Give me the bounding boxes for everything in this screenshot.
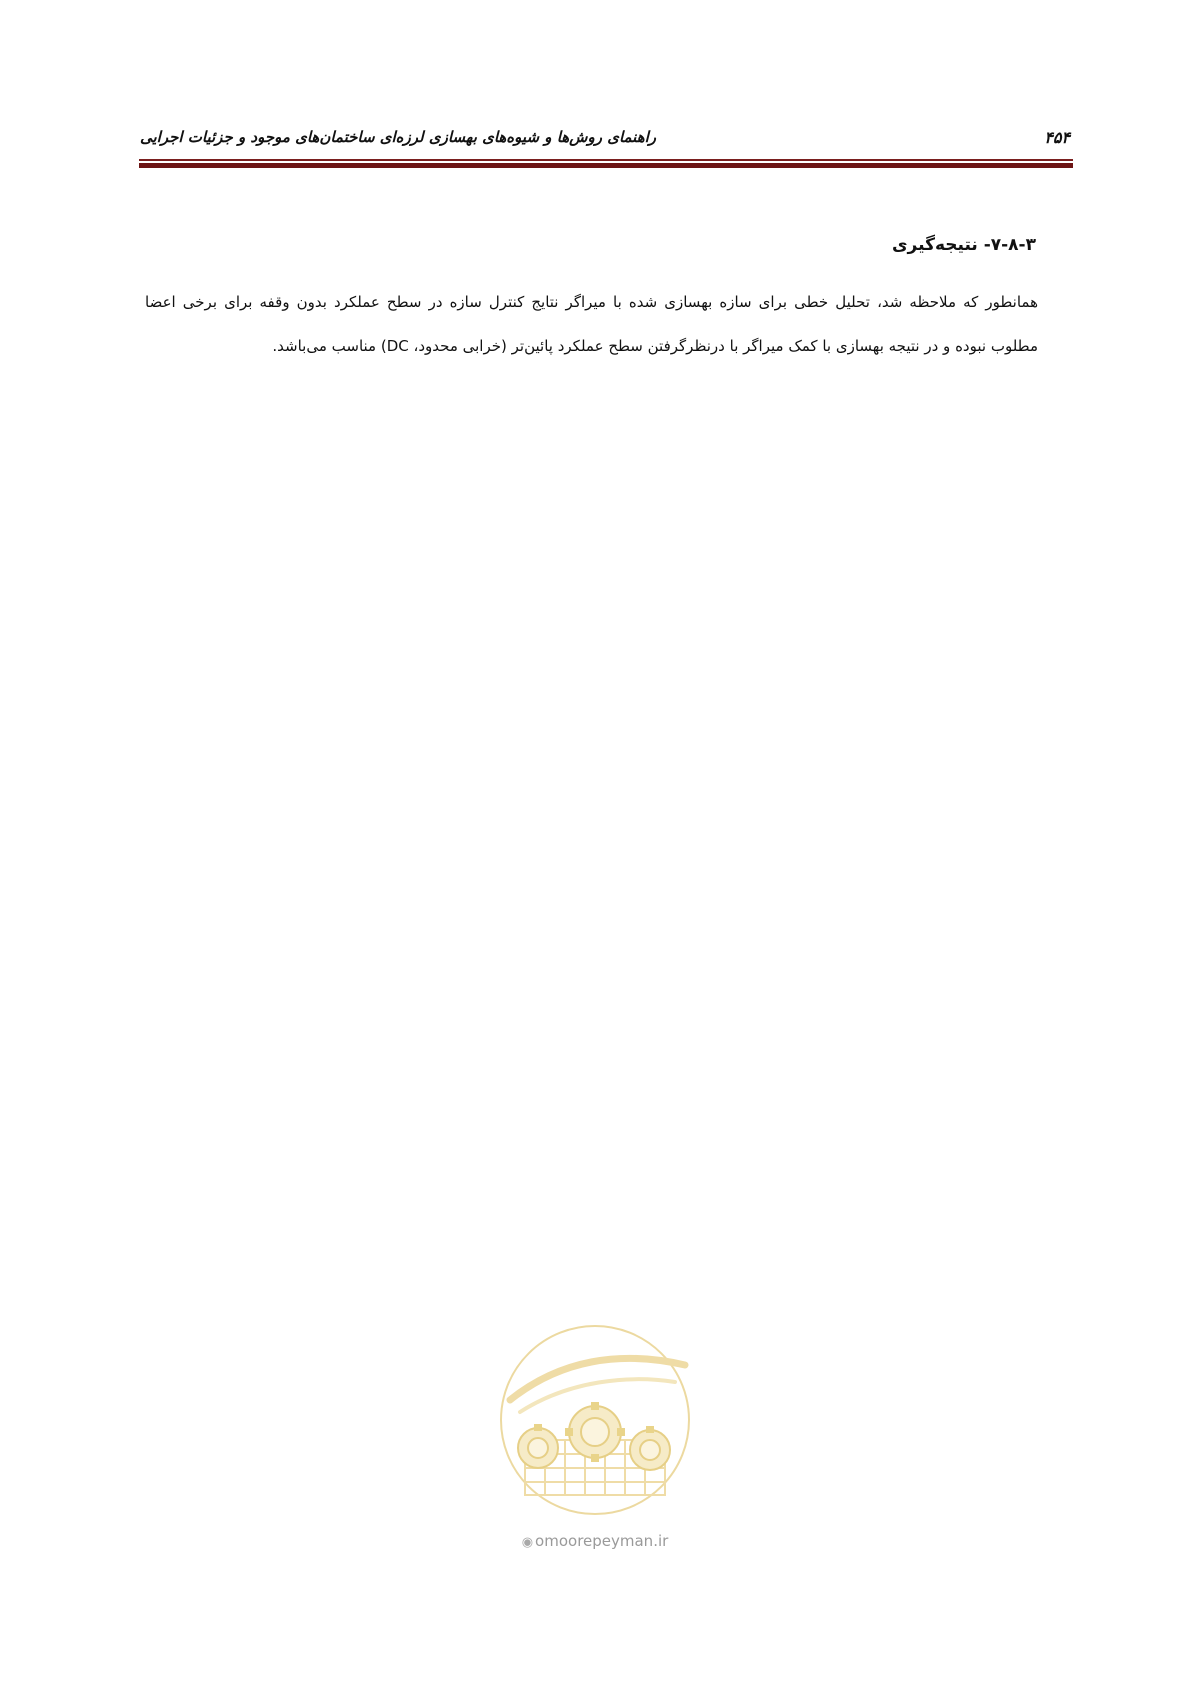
- watermark-seal-icon: [490, 1320, 700, 1530]
- body-paragraph: همانطور که ملاحظه شد، تحلیل خطی برای سازه بهسازی شده با میراگر نتایج کنترل سازه در سطح عملکرد بدون وقفه برای برخی اعضا مطلوب نبوده و در نتیجه بهسازی با کمک میراگر با درنظرگرفتن سطح عملکرد پائین‌تر (خرابی محدود، DC) مناسب می‌باشد.: [145, 293, 1038, 355]
- header-rule-thick: [139, 163, 1073, 168]
- watermark-url: [490, 1532, 700, 1550]
- page-header: [140, 128, 1070, 156]
- running-header-title: راهنمای روش‌ها و شیوه‌های بهسازی لرزه‌ای ساختمان‌های موجود و جزئیات اجرایی: [140, 128, 657, 146]
- header-rule-thin: [139, 159, 1073, 161]
- globe-icon: ◉: [521, 1535, 534, 1550]
- watermark-url-text: omoorepeyman.ir: [535, 1532, 669, 1550]
- page-number: ۴۵۴: [1044, 128, 1070, 147]
- watermark-logo: [490, 1320, 700, 1550]
- section-heading: ۷-۸-۳- نتیجه‌گیری: [891, 235, 1036, 255]
